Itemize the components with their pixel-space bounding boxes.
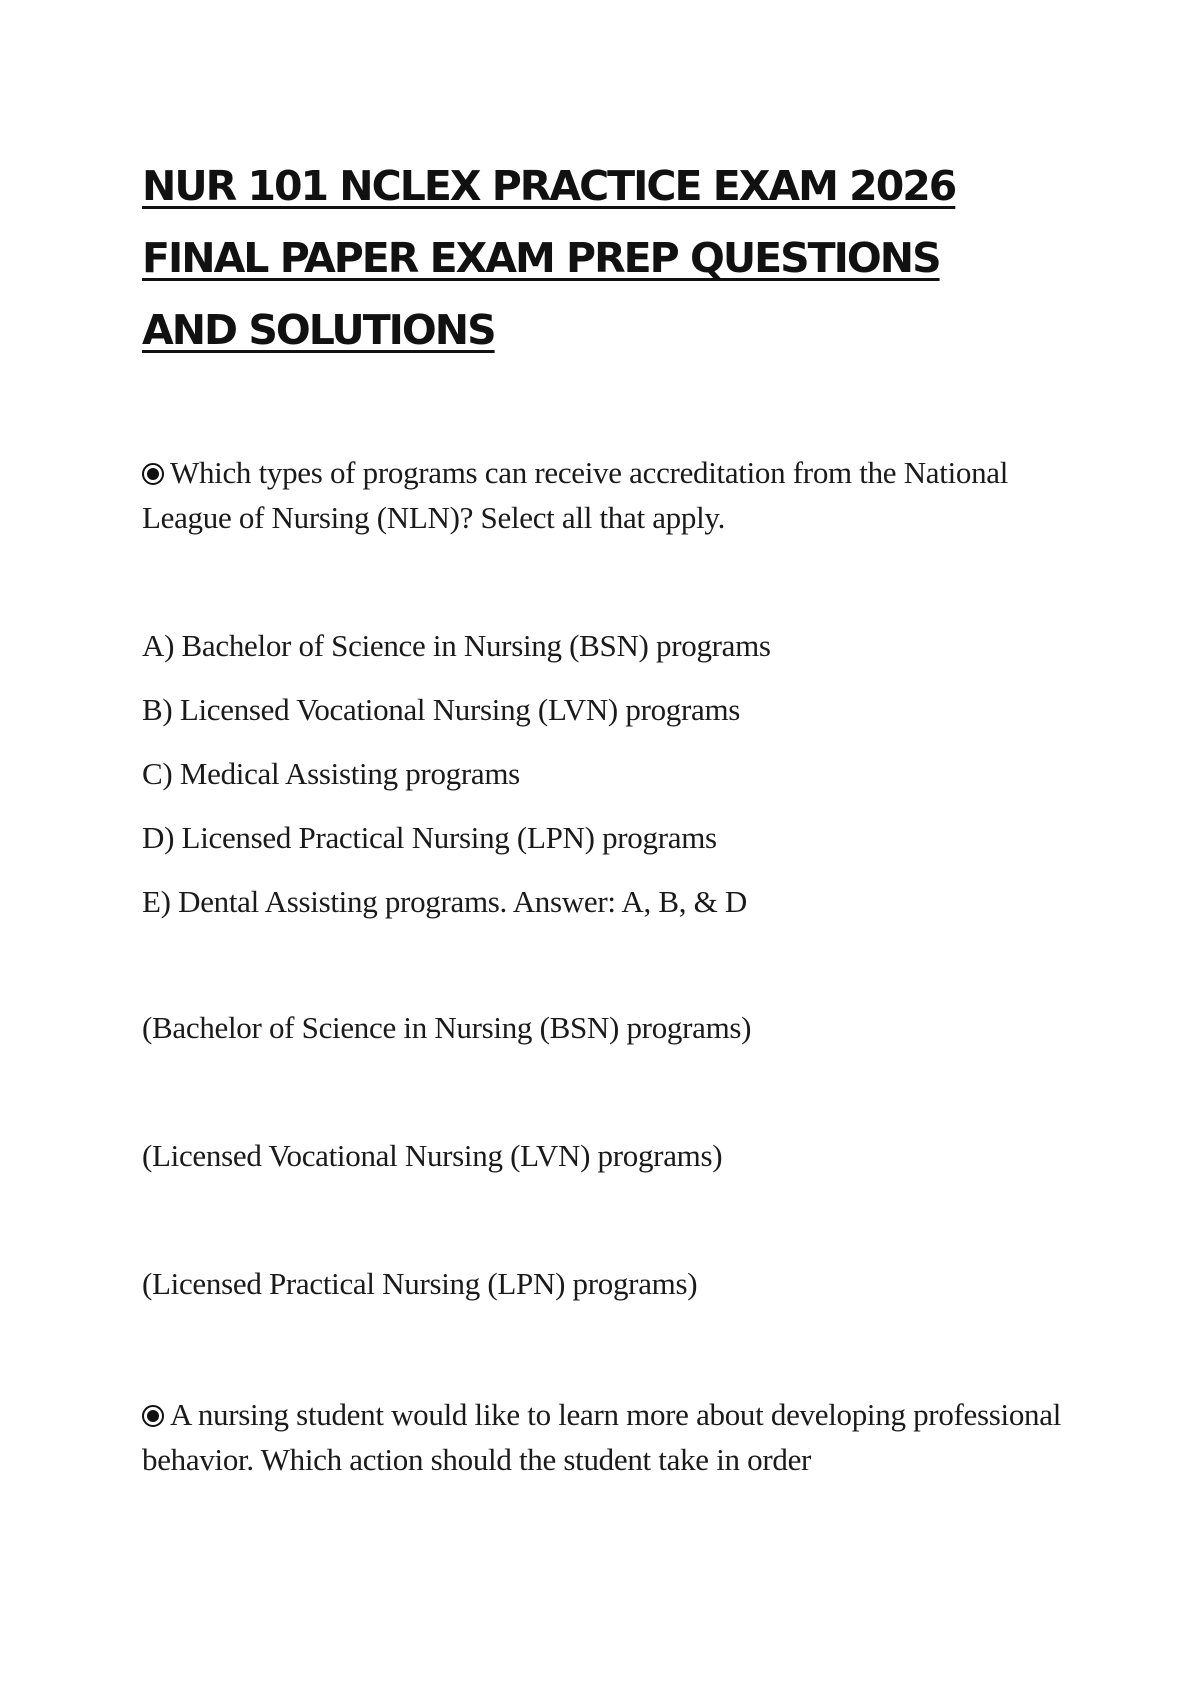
option-e: E) Dental Assisting programs. Answer: A, B, & D: [142, 884, 748, 919]
radio-filled-icon: [142, 1405, 164, 1427]
question-2: [142, 1392, 1082, 1482]
answer-explanation-3: (Licensed Practical Nursing (LPN) programs): [142, 1266, 698, 1301]
question-1-options: [142, 614, 1082, 934]
question-2-text: A nursing student would like to learn more about developing professional behavior. Which action should the student take in order: [142, 1397, 1062, 1477]
option-d: D) Licensed Practical Nursing (LPN) programs: [142, 820, 717, 855]
option-b: B) Licensed Vocational Nursing (LVN) programs: [142, 692, 741, 727]
answer-explanation-2: (Licensed Vocational Nursing (LVN) programs): [142, 1138, 723, 1173]
question-1: [142, 450, 1082, 540]
document-page: [142, 150, 1082, 1482]
answer-explanation-1: (Bachelor of Science in Nursing (BSN) programs): [142, 1010, 752, 1045]
question-1-text: Which types of programs can receive accreditation from the National League of Nursing (NLN)? Select all that apply.: [142, 455, 1009, 535]
option-a: A) Bachelor of Science in Nursing (BSN) programs: [142, 628, 771, 663]
option-c: C) Medical Assisting programs: [142, 756, 520, 791]
document-title: NUR 101 NCLEX PRACTICE EXAM 2026 FINAL PAPER EXAM PREP QUESTIONS AND SOLUTIONS: [142, 162, 956, 354]
radio-filled-icon: [142, 463, 164, 485]
